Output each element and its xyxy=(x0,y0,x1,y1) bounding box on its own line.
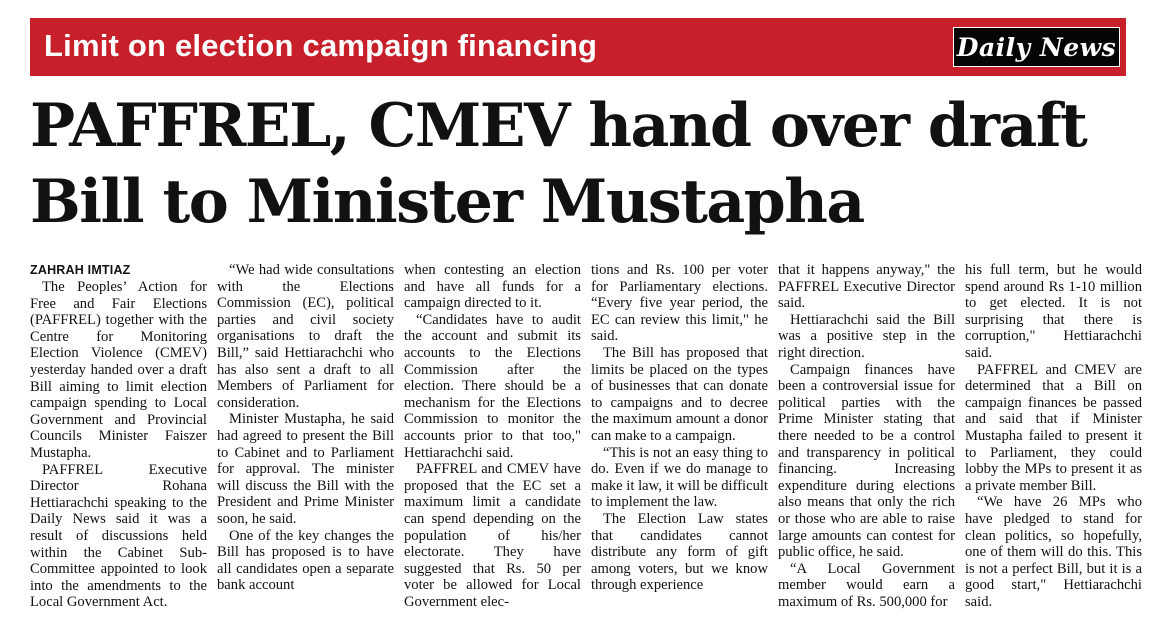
article-column-6 xyxy=(965,262,1142,617)
paragraph: “We have 26 MPs who have pledged to stand for clean politics, so hopefully, one of them will do this. This is not a perfect Bill, but it is a good start," Hettiarachchi said. xyxy=(965,494,1142,610)
paragraph-continued: tions and Rs. 100 per voter for Parliamentary elections. “Every five year period, the EC can review this limit," he said. xyxy=(591,262,768,345)
article-column-3 xyxy=(404,262,581,617)
headline: PAFFREL, CMEV hand over draft Bill to Minister Mustapha xyxy=(30,91,1087,237)
paragraph: “Candidates have to audit the account and submit its accounts to the Elections Commission after the election. There should be a mechanism for the Elections Commission to monitor the accounts prior to that too," Hettiarachchi said. xyxy=(404,311,581,461)
article-body xyxy=(30,262,1142,617)
paragraph: “This is not an easy thing to do. Even if we do manage to make it law, it will be difficult to implement the law. xyxy=(591,444,768,511)
article-column-2 xyxy=(217,262,394,617)
article-column-1 xyxy=(30,262,207,617)
paragraph: Campaign finances have been a controversial issue for political parties with the Prime Minister stating that there needed to be a control and transparency in political financing. Increasing expenditure during elections also means that only the rich or those who are able to raise large amounts can contest for public office, he said. xyxy=(778,361,955,561)
logo-text: Daily News xyxy=(956,32,1117,62)
paragraph: The Peoples’ Action for Free and Fair Elections (PAFFREL) together with the Centre for Monitoring Election Violence (CMEV) yesterday handed over a draft Bill aiming to limit election campaign spending to Local Government and Provincial Councils Minister Faiszer Mustapha. xyxy=(30,279,207,461)
paragraph: Hettiarachchi said the Bill was a positive step in the right direction. xyxy=(778,311,955,361)
article-column-4 xyxy=(591,262,768,617)
paragraph: The Bill has proposed that limits be placed on the types of businesses that can donate to campaigns and to decree the maximum amount a donor can make to a campaign. xyxy=(591,344,768,444)
paragraph: One of the key changes the Bill has proposed is to have all candidates open a separate bank account xyxy=(217,527,394,594)
paragraph: The Election Law states that candidates cannot distribute any form of gift among voters, but we know through experience xyxy=(591,510,768,594)
paragraph-continued: when contesting an election and have all funds for a campaign directed to it. xyxy=(404,262,581,312)
paragraph: PAFFREL Executive Director Rohana Hettiarachchi speaking to the Daily News said it was a result of discussions held within the Cabinet Sub-Committee appointed to look into the amendments to the Local Government Act. xyxy=(30,461,207,611)
paragraph: PAFFREL and CMEV are determined that a Bill on campaign finances be passed and said that if Minister Mustapha failed to present it to Parliament, they could lobby the MPs to present it as a private member Bill. xyxy=(965,361,1142,494)
paragraph: PAFFREL and CMEV have proposed that the EC set a maximum limit a candidate can spend depending on the population of his/her electorate. They have suggested that Rs. 50 per voter be allowed for Local Government elec- xyxy=(404,461,581,610)
section-banner xyxy=(30,18,1126,76)
byline: ZAHRAH IMTIAZ xyxy=(30,263,131,277)
paragraph: “We had wide consultations with the Elections Commission (EC), political parties and civil society organisations to draft the Bill,” said Hettiarachchi who has also sent a draft to all Members of Parliament for consideration. xyxy=(217,262,394,411)
paragraph-continued: that it happens anyway," the PAFFREL Executive Director said. xyxy=(778,262,955,312)
paragraph: Minister Mustapha, he said had agreed to present the Bill to Cabinet and to Parliament for approval. The minister will discuss the Bill with the President and Prime Minister soon, he said. xyxy=(217,411,394,527)
paragraph: “A Local Government member would earn a maximum of Rs. 500,000 for xyxy=(778,560,955,610)
article-column-5 xyxy=(778,262,955,617)
daily-news-logo xyxy=(953,27,1120,67)
section-kicker: Limit on election campaign financing xyxy=(44,28,598,63)
paragraph-continued: his full term, but he would spend around Rs 1-10 million to get elected. It is not surprising that there is corruption," Hettiarachchi said. xyxy=(965,262,1142,361)
